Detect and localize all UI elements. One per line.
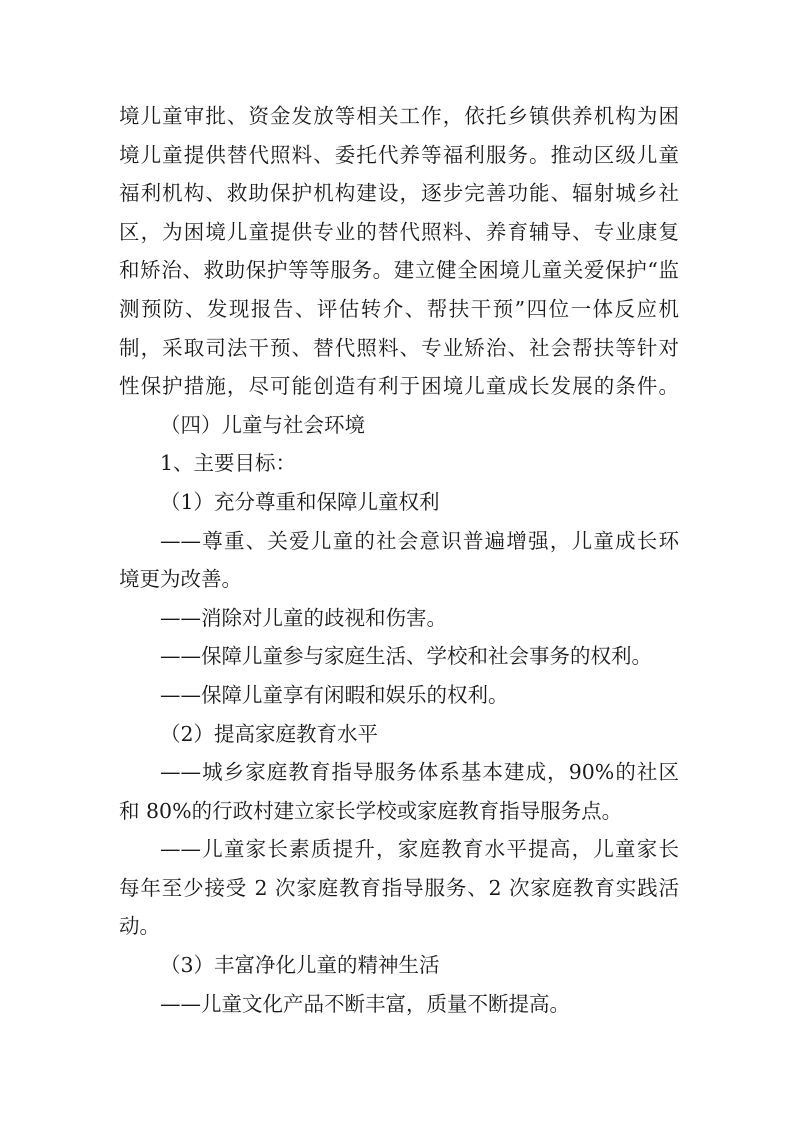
- goal-item: ——城乡家庭教育指导服务体系基本建成，90%的社区: [160, 760, 679, 785]
- paragraph-line: 福利机构、救助保护机构建设，逐步完善功能、辐射城乡社: [119, 181, 679, 206]
- paragraph-line: 区，为困境儿童提供专业的替代照料、养育辅导、专业康复: [119, 219, 679, 244]
- goal-item-continuation: 和 80%的行政村建立家长学校或家庭教育指导服务点。: [119, 798, 623, 823]
- goal-item: ——儿童文化产品不断丰富，质量不断提高。: [160, 991, 570, 1016]
- paragraph-line: 和矫治、救助保护等等服务。建立健全困境儿童关爱保护“监: [119, 258, 679, 283]
- goal-item-continuation: 每年至少接受 2 次家庭教育指导服务、2 次家庭教育实践活: [119, 875, 679, 900]
- goal-item: ——消除对儿童的歧视和伤害。: [160, 605, 447, 630]
- goal-heading: （1）充分尊重和保障儿童权利: [160, 489, 440, 514]
- goal-heading: （3）丰富净化儿童的精神生活: [160, 953, 440, 978]
- paragraph-line: 境儿童提供替代照料、委托代养等福利服务。推动区级儿童: [119, 142, 679, 167]
- goal-item: ——保障儿童享有闲暇和娱乐的权利。: [160, 682, 509, 707]
- goal-item: ——尊重、关爱儿童的社会意识普遍增强，儿童成长环: [160, 528, 679, 553]
- document-body: [119, 97, 679, 1023]
- paragraph-line: 制，采取司法干预、替代照料、专业矫治、社会帮扶等针对: [119, 335, 679, 360]
- goal-item-continuation: 境更为改善。: [119, 567, 242, 592]
- paragraph-line: 性保护措施，尽可能创造有利于困境儿童成长发展的条件。: [119, 374, 679, 399]
- goal-heading: （2）提高家庭教育水平: [160, 721, 379, 746]
- section-heading: （四）儿童与社会环境: [160, 412, 365, 437]
- goal-item: ——儿童家长素质提升，家庭教育水平提高，儿童家长: [160, 837, 679, 862]
- goal-item: ——保障儿童参与家庭生活、学校和社会事务的权利。: [160, 644, 652, 669]
- subsection-heading: 1、主要目标：: [160, 451, 297, 476]
- paragraph-line: 境儿童审批、资金发放等相关工作，依托乡镇供养机构为困: [119, 104, 679, 128]
- goal-item-continuation: 动。: [119, 914, 160, 939]
- paragraph-line: 测预防、发现报告、评估转介、帮扶干预”四位一体反应机: [119, 296, 679, 321]
